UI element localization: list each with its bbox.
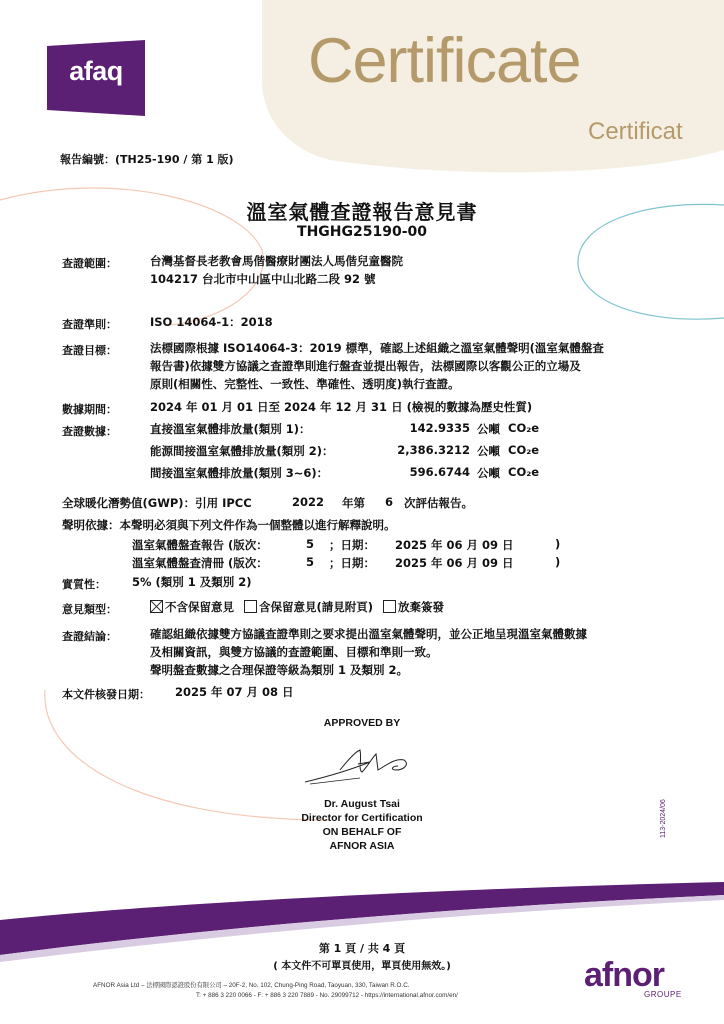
- period-value: 2024 年 01 月 01 日至 2024 年 12 月 31 日 (檢視的數據為歷史性質): [150, 400, 533, 414]
- approver-organization: AFNOR ASIA: [329, 840, 395, 852]
- conclusion-line-1: 確認組織依據雙方協議查證準則之要求提出溫室氣體聲明，並公正地呈現溫室氣體數據: [150, 627, 587, 641]
- certificate-heading: Certificate: [308, 26, 581, 96]
- objective-line-3: 原則(相關性、完整性、一致性、準確性、透明度)執行查證。: [150, 377, 460, 391]
- checked-checkbox-icon: [150, 600, 163, 613]
- page-note: ( 本文件不可單頁使用，單頁使用無效。): [273, 961, 451, 972]
- emission-row-3-name: 間接溫室氣體排放量(類別 3~6)：: [150, 466, 329, 480]
- emission-row-3-co2: CO₂e: [508, 465, 540, 479]
- objective-line-1: 法標國際根據 ISO14064-3：2019 標準，確認上述組織之溫室氣體聲明(溫室氣體盤查: [150, 341, 604, 355]
- document-code: THGHG25190-00: [297, 224, 427, 240]
- emission-row-1-co2: CO₂e: [508, 421, 540, 435]
- page-number: 第 1 頁 / 共 4 頁: [318, 942, 406, 955]
- gwp-mid: 年第: [342, 496, 365, 510]
- afnor-logo-subtext: GROUPE: [644, 990, 682, 999]
- emission-row-2-co2: CO₂e: [508, 443, 540, 457]
- emission-row-1-value: 142.9335: [409, 421, 470, 435]
- declaration-doc-1-close: ): [555, 537, 561, 551]
- document-title: 溫室氣體查證報告意見書: [246, 200, 478, 224]
- declaration-doc-1-date: 2025 年 06 月 09 日: [395, 538, 514, 552]
- emission-row-1-name: 直接溫室氣體排放量(類別 1)：: [150, 422, 311, 436]
- declaration-doc-1-name: 溫室氣體盤查報告 (版次：: [132, 538, 268, 552]
- approver-role: Director for Certification: [301, 812, 423, 824]
- afnor-logo: [584, 958, 694, 1002]
- opinion-option-qualified: 含保留意見(請見附頁): [244, 600, 373, 614]
- empty-checkbox-icon: [244, 600, 257, 613]
- declaration-doc-2-version: 5: [306, 555, 315, 569]
- opinion-option-declined: 放棄簽發: [383, 600, 444, 614]
- afaq-logo-text: afaq: [69, 56, 123, 86]
- opinion-options: [150, 599, 444, 615]
- emission-row-3-unit: 公噸: [477, 466, 500, 480]
- scope-address: 104217 台北市中山區中山北路二段 92 號: [150, 272, 376, 286]
- declaration-doc-2-date: 2025 年 06 月 09 日: [395, 556, 514, 570]
- declaration-doc-2-date-label: ；日期：: [329, 556, 375, 570]
- certificate-subheading: Certificat: [588, 118, 683, 145]
- gwp-suffix: 次評估報告。: [404, 496, 473, 510]
- objective-label: 查證目標：: [62, 344, 117, 357]
- report-number: 報告編號：(TH25-190 / 第 1 版): [60, 153, 234, 166]
- standard-label: 查證準則：: [62, 318, 117, 331]
- conclusion-line-2: 及相關資訊，與雙方協議的查證範圍、目標和準則一致。: [150, 645, 438, 659]
- afaq-logo: [47, 40, 145, 116]
- approver-name: Dr. August Tsai: [324, 798, 400, 810]
- form-code-vertical: 113-2024/06: [660, 799, 667, 838]
- emission-row-2-value: 2,386.3212: [397, 443, 470, 457]
- period-label: 數據期間：: [62, 403, 117, 416]
- declaration-doc-1-date-label: ；日期：: [329, 538, 375, 552]
- emission-row-1-unit: 公噸: [477, 422, 500, 436]
- empty-checkbox-icon: [383, 600, 396, 613]
- emission-row-3-value: 596.6744: [409, 465, 470, 479]
- standard-value: ISO 14064-1：2018: [150, 315, 273, 329]
- afnor-logo-text: afnor: [584, 956, 664, 994]
- issue-date-label: 本文件核發日期：: [62, 688, 150, 701]
- opinion-label: 意見類型：: [62, 603, 117, 616]
- materiality-label: 實質性：: [62, 578, 106, 591]
- materiality-value: 5% (類別 1 及類別 2): [132, 575, 252, 589]
- declaration-doc-2-name: 溫室氣體盤查清冊 (版次：: [132, 556, 268, 570]
- issue-date-value: 2025 年 07 月 08 日: [175, 685, 294, 699]
- scope-label: 查證範圍：: [62, 257, 117, 270]
- gwp-edition: 6: [385, 495, 394, 509]
- footer-company: AFNOR Asia Ltd – 法標國際認證股份有限公司 – 20F-2, No. 102, Chung-Ping Road, Taoyuan, 330, Taiwan R.O.C.: [93, 982, 410, 989]
- scope-organization: 台灣基督長老教會馬偕醫療財團法人馬偕兒童醫院: [150, 254, 403, 268]
- gwp-year: 2022: [292, 495, 325, 509]
- conclusion-label: 查證結論：: [62, 630, 117, 643]
- emission-row-2-name: 能源間接溫室氣體排放量(類別 2)：: [150, 444, 334, 458]
- declaration-label: 聲明依據：本聲明必須與下列文件作為一個整體以進行解釋說明。: [62, 518, 396, 532]
- objective-line-2: 報告書)依據雙方協議之查證準則進行盤查並提出報告，法標國際以客觀公正的立場及: [150, 359, 581, 373]
- footer-contact: T: + 886 3 220 0066 - F: + 886 3 220 7889 - No. 29099712 - https://international.afnor.com/en/: [196, 992, 458, 999]
- conclusion-line-3: 聲明盤查數據之合理保證等級為類別 1 及類別 2。: [150, 663, 409, 677]
- approver-behalf: ON BEHALF OF: [322, 826, 402, 838]
- signature: [300, 740, 420, 790]
- emission-row-2-unit: 公噸: [477, 444, 500, 458]
- declaration-doc-1-version: 5: [306, 537, 315, 551]
- opinion-option-unqualified: 不含保留意見: [150, 600, 234, 614]
- approved-by: APPROVED BY: [323, 717, 401, 729]
- emissions-label: 查證數據：: [62, 425, 117, 438]
- declaration-doc-2-close: ): [555, 555, 561, 569]
- gwp-prefix: 全球暖化潛勢值(GWP)：引用 IPCC: [62, 496, 252, 510]
